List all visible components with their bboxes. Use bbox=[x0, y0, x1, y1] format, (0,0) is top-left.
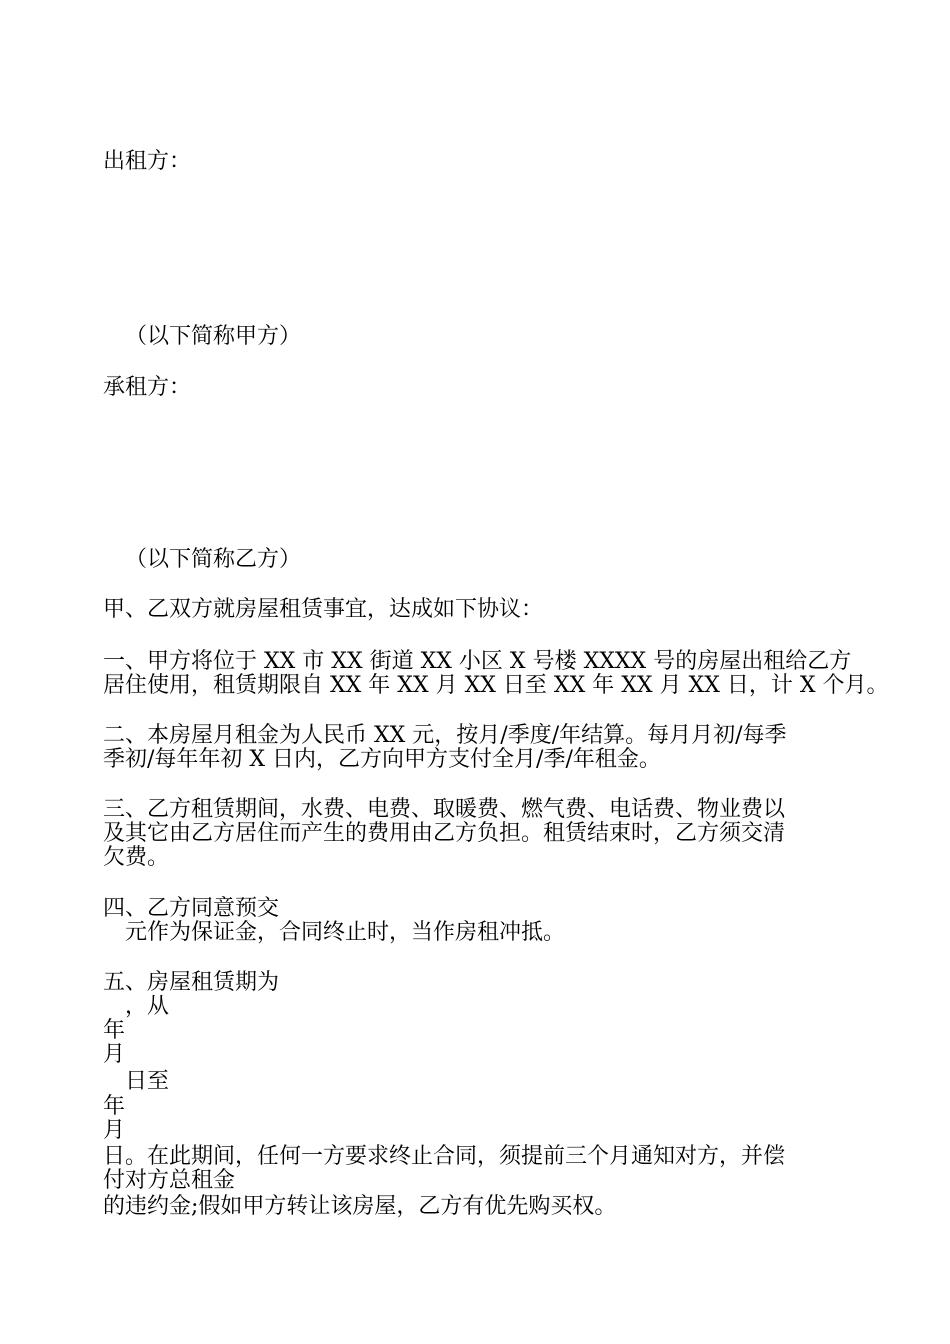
lessee-label: 承租方： bbox=[103, 375, 192, 400]
clause-3-line-2: 及其它由乙方居住而产生的费用由乙方负担。租赁结束时，乙方须交清 bbox=[103, 821, 786, 846]
clause-5-line-5: 日至 bbox=[125, 1069, 170, 1094]
clause-1-line-2: 居住使用，租赁期限自 XX 年 XX 月 XX 日至 XX 年 XX 月 XX 日，计 X 个月。 bbox=[103, 673, 889, 698]
clause-5-line-9: 付对方总租金 bbox=[103, 1168, 236, 1193]
lessor-short-name: （以下简称甲方） bbox=[125, 324, 302, 349]
clause-5-line-3: 年 bbox=[103, 1018, 126, 1043]
clause-4-line-1: 四、乙方同意预交 bbox=[103, 896, 280, 921]
clause-3-line-1: 三、乙方租赁期间，水费、电费、取暖费、燃气费、电话费、物业费以 bbox=[103, 797, 786, 822]
clause-5-line-6: 年 bbox=[103, 1094, 126, 1119]
agreement-intro: 甲、乙双方就房屋租赁事宜，达成如下协议： bbox=[103, 597, 544, 622]
clause-5-line-10: 的违约金;假如甲方转让该房屋，乙方有优先购买权。 bbox=[103, 1194, 617, 1219]
clause-2-line-2: 季初/每年年初 X 日内，乙方向甲方支付全月/季/年租金。 bbox=[103, 747, 661, 772]
lessor-label: 出租方： bbox=[103, 149, 192, 174]
lessee-short-name: （以下简称乙方） bbox=[125, 547, 302, 572]
clause-5-line-4: 月 bbox=[103, 1042, 126, 1067]
clause-4-line-2: 元作为保证金，合同终止时，当作房租冲抵。 bbox=[125, 920, 566, 945]
clause-5-line-2: ，从 bbox=[125, 994, 170, 1019]
clause-1-line-1: 一、甲方将位于 XX 市 XX 街道 XX 小区 X 号楼 XXXX 号的房屋出租给乙方 bbox=[103, 649, 852, 674]
clause-3-line-3: 欠费。 bbox=[103, 845, 170, 870]
clause-5-line-8: 日。在此期间，任何一方要求终止合同，须提前三个月通知对方，并偿 bbox=[103, 1144, 786, 1169]
clause-5-line-7: 月 bbox=[103, 1118, 126, 1143]
clause-2-line-1: 二、本房屋月租金为人民币 XX 元，按月/季度/年结算。每月月初/每季 bbox=[103, 723, 787, 748]
clause-5-line-1: 五、房屋租赁期为 bbox=[103, 970, 280, 995]
